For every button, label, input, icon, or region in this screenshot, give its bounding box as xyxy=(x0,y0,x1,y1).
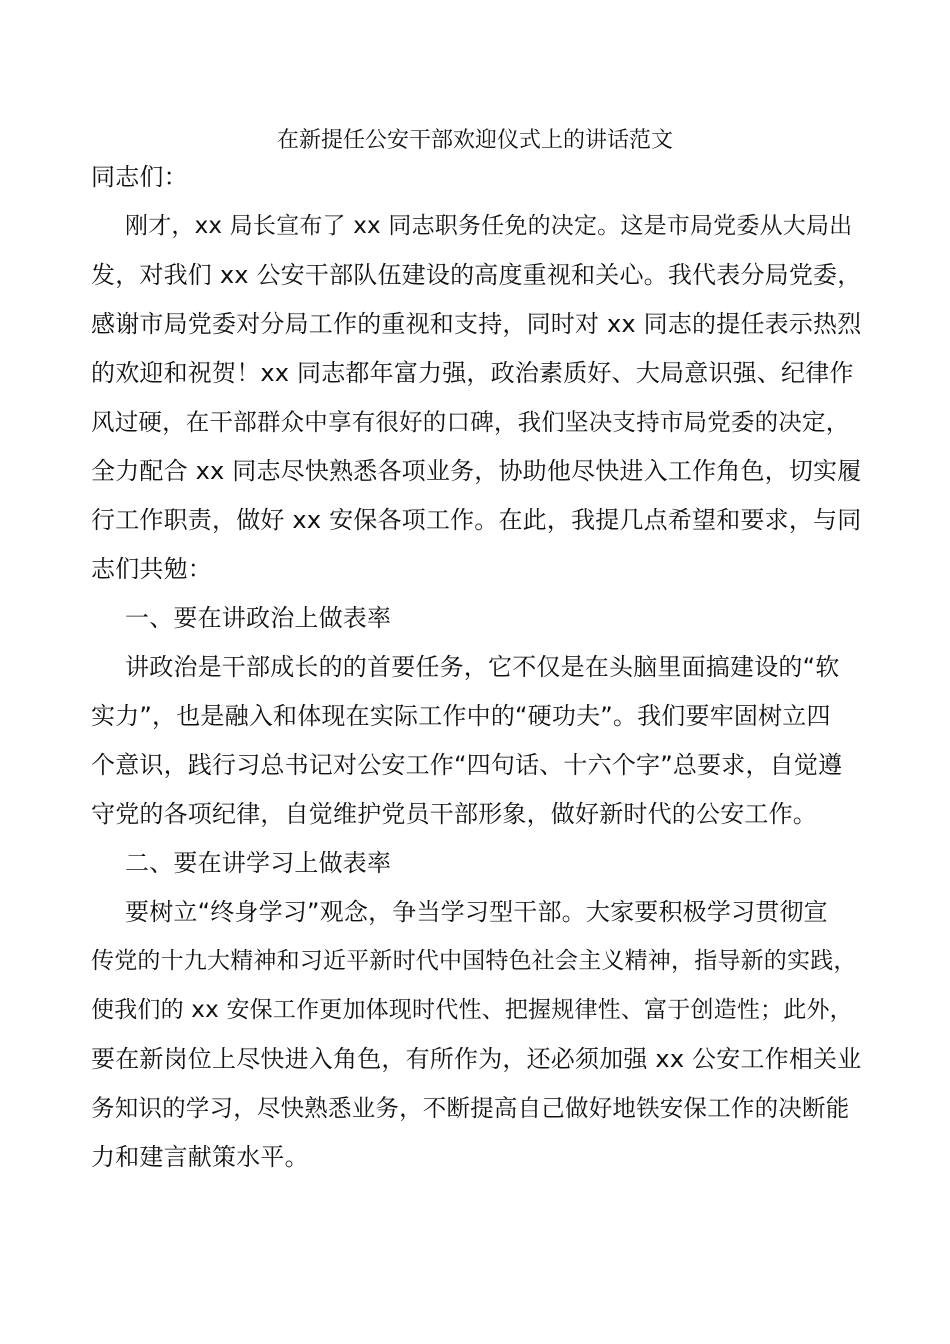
text-line: 全力配合 xx 同志尽快熟悉各项业务，协助他尽快进入工作角色，切实履 xyxy=(91,457,862,485)
text-line: 守党的各项纪律，自觉维护党员干部形象，做好新时代的公安工作。 xyxy=(91,800,817,828)
text-line: 二、要在讲学习上做表率 xyxy=(125,849,392,877)
text-line: 发，对我们 xx 公安干部队伍建设的高度重视和关心。我代表分局党委， xyxy=(91,261,862,289)
text-line: 务知识的学习，尽快熟悉业务，不断提高自己做好地铁安保工作的决断能 xyxy=(91,1094,850,1122)
text-line: 实力”，也是融入和体现在实际工作中的“硬功夫”。我们要牢固树立四 xyxy=(91,702,831,730)
text-line: 一、要在讲政治上做表率 xyxy=(125,604,392,632)
text-line: 感谢市局党委对分局工作的重视和支持，同时对 xx 同志的提任表示热烈 xyxy=(91,310,862,338)
text-line: 力和建言献策水平。 xyxy=(91,1143,309,1171)
text-line: 风过硬，在干部群众中享有很好的口碑，我们坚决支持市局党委的决定， xyxy=(91,408,850,436)
text-line: 讲政治是干部成长的的首要任务，它不仅是在头脑里面搞建设的“软 xyxy=(125,653,840,681)
document-title: 在新提任公安干部欢迎仪式上的讲话范文 xyxy=(276,128,673,153)
text-line: 使我们的 xx 安保工作更加体现时代性、把握规律性、富于创造性；此外， xyxy=(91,997,853,1023)
text-line: 刚才，xx 局长宣布了 xx 同志职务任免的决定。这是市局党委从大局出 xyxy=(125,213,853,239)
text-line: 行工作职责，做好 xx 安保各项工作。在此，我提几点希望和要求，与同 xyxy=(91,506,862,534)
text-line: 同志们： xyxy=(91,163,188,191)
text-line: 个意识，践行习总书记对公安工作“四句话、十六个字”总要求，自觉遵 xyxy=(91,751,843,779)
document-body xyxy=(91,153,861,1182)
text-line: 的欢迎和祝贺！xx 同志都年富力强，政治素质好、大局意识强、纪律作 xyxy=(91,359,854,387)
text-line: 志们共勉： xyxy=(91,555,212,583)
text-line: 要树立“终身学习”观念，争当学习型干部。大家要积极学习贯彻宣 xyxy=(125,898,828,926)
text-line: 要在新岗位上尽快进入角色，有所作为，还必须加强 xx 公安工作相关业 xyxy=(91,1045,862,1073)
text-line: 传党的十九大精神和习近平新时代中国特色社会主义精神，指导新的实践， xyxy=(91,948,857,974)
